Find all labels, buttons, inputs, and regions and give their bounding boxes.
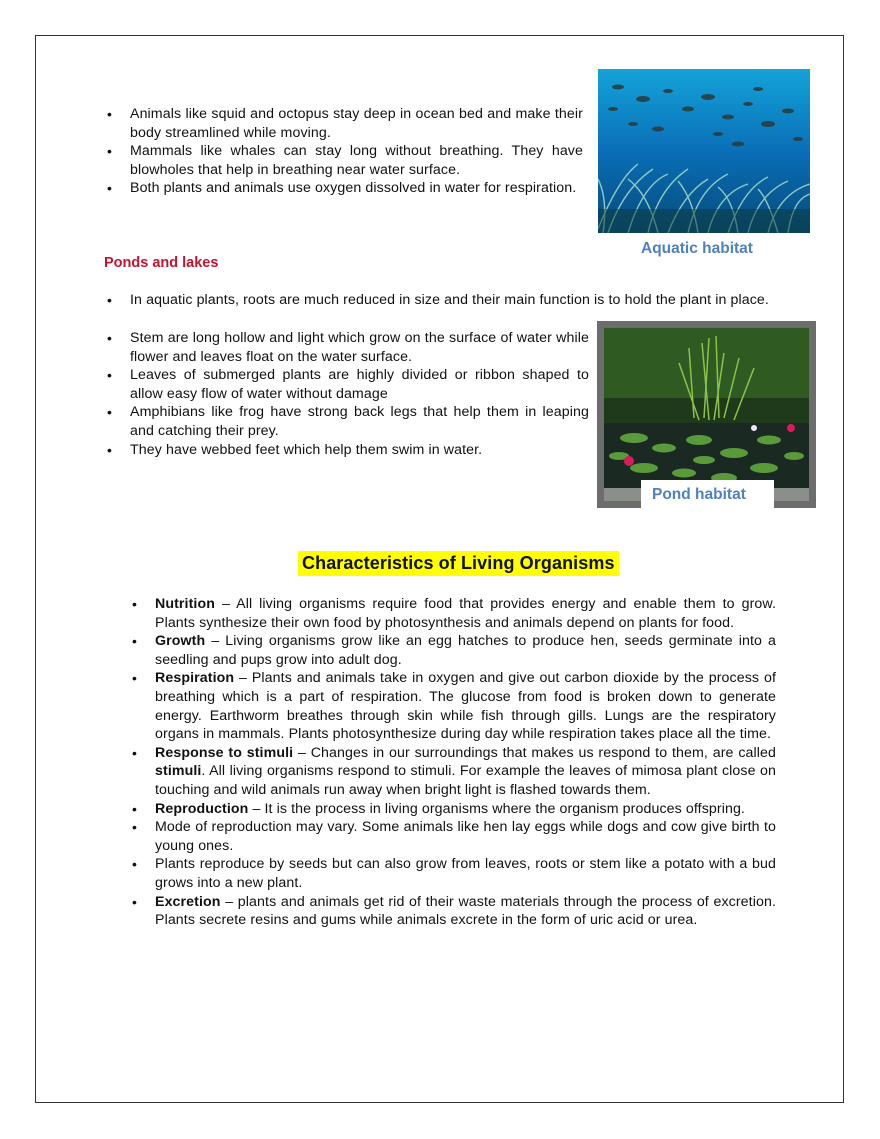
list-item — [129, 744, 776, 800]
description-cont: . All living organisms respond to stimuli. For example the leaves of mimosa plant close on touching and wild animals run away when bright light is flashed towards them. — [155, 763, 776, 798]
characteristics-list — [129, 595, 776, 930]
list-item — [129, 893, 776, 930]
description: – All living organisms require food that provides energy and enable them to grow. Plants synthesize their own food by photosynthesis and animals depend on plants for food. — [155, 596, 776, 631]
list-item — [129, 855, 776, 892]
list-item: • They have webbed feet which help them swim in water. — [104, 441, 589, 460]
pond-bullet-list-narrow — [104, 329, 589, 459]
description: Mode of reproduction may vary. Some animals like hen lay eggs while dogs and cow give birth to young ones. — [155, 819, 776, 854]
list-item — [129, 632, 776, 669]
ponds-heading: Ponds and lakes — [104, 255, 219, 271]
aquatic-habitat-image — [598, 69, 810, 233]
top-bullet-list — [104, 105, 583, 198]
pond-habitat-image — [604, 328, 809, 501]
list-item: • In aquatic plants, roots are much reduced in size and their main function is to hold the plant in place. — [104, 291, 776, 310]
term: Respiration — [155, 670, 235, 687]
list-item: • Stem are long hollow and light which grow on the surface of water while flower and leaves float on the water surface. — [104, 329, 589, 366]
term: Reproduction — [155, 800, 249, 817]
section-title: Characteristics of Living Organisms — [298, 551, 619, 576]
term-inline: stimuli — [155, 763, 202, 780]
pond-bullet-list — [104, 291, 776, 310]
pond-caption: Pond habitat — [652, 486, 746, 503]
term: Excretion — [155, 893, 221, 910]
aquatic-caption: Aquatic habitat — [641, 240, 753, 257]
list-item — [129, 800, 776, 819]
term: Nutrition — [155, 596, 215, 612]
list-item — [129, 595, 776, 632]
list-item: • Both plants and animals use oxygen dissolved in water for respiration. — [104, 179, 583, 198]
list-item: • Animals like squid and octopus stay deep in ocean bed and make their body streamlined while moving. — [104, 105, 583, 142]
term: Growth — [155, 633, 206, 650]
description: – Plants and animals take in oxygen and give out carbon dioxide by the process of breathing which is a part of respiration. The glucose from food is broken down to generate energy. Earthworm breathes through skin while fish through gills. Lungs are the respiratory organs in mammals. Plants photosynthesize during day while respiration takes place all the time. — [155, 670, 776, 743]
term: Response to stimuli — [155, 744, 294, 761]
description: – Living organisms grow like an egg hatches to produce hen, seeds germinate into a seedling and pups grow into adult dog. — [155, 633, 776, 668]
description: – Changes in our surroundings that makes us respond to them, are called — [293, 744, 776, 761]
list-item — [129, 818, 776, 855]
list-item: • Mammals like whales can stay long without breathing. They have blowholes that help in breathing near water surface. — [104, 142, 583, 179]
description: Plants reproduce by seeds but can also grow from leaves, roots or stem like a potato with a bud grows into a new plant. — [155, 856, 776, 891]
description: – It is the process in living organisms where the organism produces offspring. — [248, 800, 745, 817]
list-item: • Amphibians like frog have strong back legs that help them in leaping and catching their prey. — [104, 403, 589, 440]
list-item — [129, 669, 776, 743]
list-item: • Leaves of submerged plants are highly divided or ribbon shaped to allow easy flow of water without damage — [104, 366, 589, 403]
description: – plants and animals get rid of their waste materials through the process of excretion. Plants secrete resins and gums while animals excrete in the form of uric acid or urea. — [155, 893, 776, 929]
